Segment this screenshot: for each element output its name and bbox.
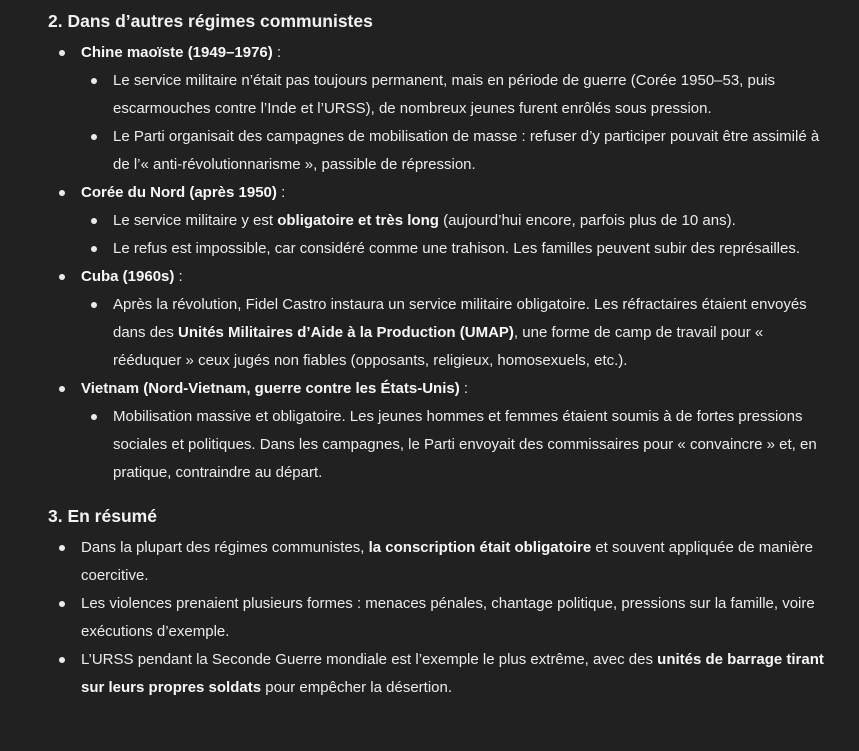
summary-item xyxy=(48,590,831,646)
bold-text: la conscription était obligatoire xyxy=(368,539,592,556)
country-item xyxy=(48,375,831,487)
detail-item xyxy=(81,207,831,235)
country-label: Chine maoïste (1949–1976) xyxy=(81,44,273,61)
bold-text: unités de barrage tirant sur leurs propres soldats xyxy=(81,651,824,696)
summary-item xyxy=(48,534,831,590)
text-run: Les violences prenaient plusieurs formes : menaces pénales, chantage politique, pressions sur la famille, voire exécutions d’exemple. xyxy=(81,595,815,640)
country-detail-list xyxy=(81,67,831,179)
section-2-list xyxy=(48,39,831,487)
country-label-suffix: : xyxy=(174,268,183,285)
summary-item xyxy=(48,646,831,702)
text-run: Le service militaire y est xyxy=(113,212,278,229)
text-run: Le refus est impossible, car considéré comme une trahison. Les familles peuvent subir des représailles. xyxy=(113,240,800,257)
country-item xyxy=(48,179,831,263)
country-item xyxy=(48,263,831,375)
bold-text: Unités Militaires d’Aide à la Production (UMAP) xyxy=(178,324,514,341)
country-detail-list xyxy=(81,403,831,487)
text-run: pour empêcher la désertion. xyxy=(261,679,453,696)
text-run: Mobilisation massive et obligatoire. Les jeunes hommes et femmes étaient soumis à de fortes pressions sociales et politiques. Dans les campagnes, le Parti envoyait des commissaires pour « convaincre » et, en pratique, contraindre au départ. xyxy=(113,408,817,481)
country-detail-list xyxy=(81,207,831,263)
text-run: Le service militaire n’était pas toujours permanent, mais en période de guerre (Corée 1950–53, puis escarmouches contre l’Inde et l’URSS), de nombreux jeunes furent enrôlés sous pression. xyxy=(113,72,776,117)
country-label-suffix: : xyxy=(459,380,469,397)
bold-text: obligatoire et très long xyxy=(277,212,439,229)
country-item xyxy=(48,39,831,179)
detail-item xyxy=(81,291,831,375)
detail-item xyxy=(81,67,831,123)
detail-item xyxy=(81,235,831,263)
section-heading-3: 3. En résumé xyxy=(48,506,157,526)
detail-item xyxy=(81,123,831,179)
country-label: Corée du Nord (après 1950) xyxy=(81,184,277,201)
detail-item xyxy=(81,403,831,487)
country-label: Vietnam (Nord-Vietnam, guerre contre les États-Unis) xyxy=(81,380,460,397)
country-label-suffix: : xyxy=(276,184,286,201)
text-run: , une forme de camp de travail pour « rééduquer » ceux jugés non fiables (opposants, religieux, homosexuels, etc.). xyxy=(113,324,764,369)
section-3-list xyxy=(48,534,831,702)
text-run: (aujourd’hui encore, parfois plus de 10 ans). xyxy=(438,212,736,229)
text-run: Dans la plupart des régimes communistes, xyxy=(81,539,369,556)
country-label: Cuba (1960s) xyxy=(81,268,175,285)
country-label-suffix: : xyxy=(272,44,282,61)
section-heading-2: 2. Dans d’autres régimes communistes xyxy=(48,11,373,31)
text-run: et souvent appliquée de manière coercitive. xyxy=(81,539,813,584)
text-run: L’URSS pendant la Seconde Guerre mondiale est l’exemple le plus extrême, avec des xyxy=(81,651,658,668)
text-run: Après la révolution, Fidel Castro instaura un service militaire obligatoire. Les réfractaires étaient envoyés dans des xyxy=(113,296,807,341)
text-run: Le Parti organisait des campagnes de mobilisation de masse : refuser d’y participer pouvait être assimilé à de l’« anti-révolutionnarisme », passible de répression. xyxy=(113,128,820,173)
country-detail-list xyxy=(81,291,831,375)
